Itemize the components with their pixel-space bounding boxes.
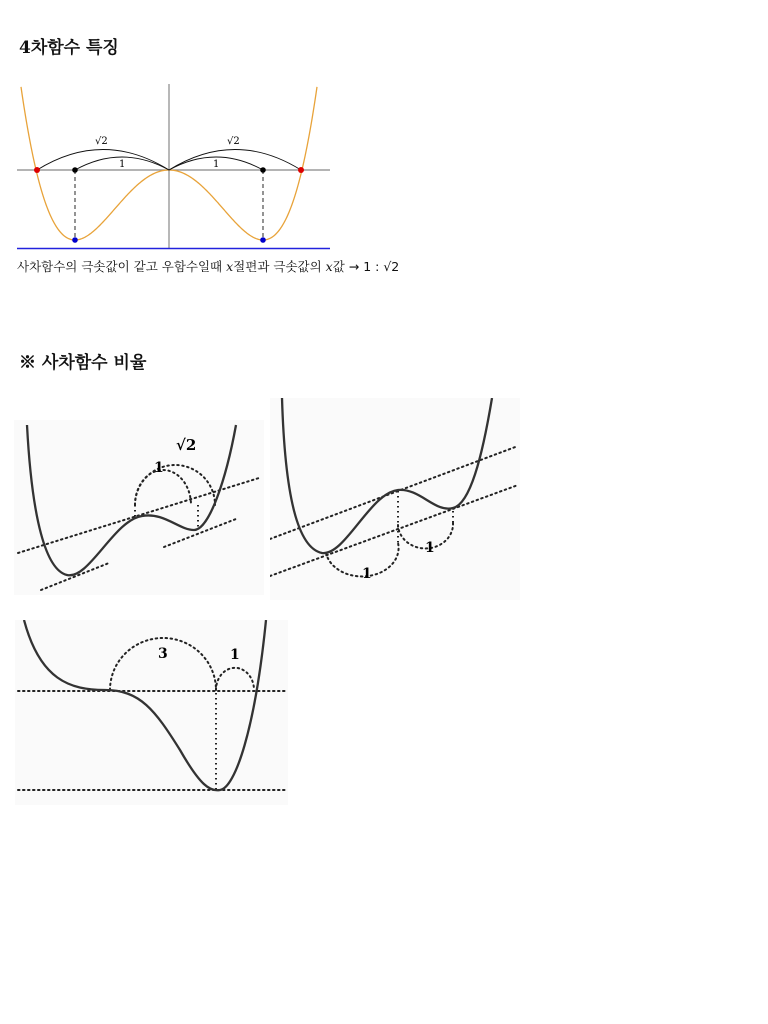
label-one-lower: 1	[362, 566, 372, 582]
x-intercept-point-right	[298, 167, 304, 173]
caption-var-x-1: x	[226, 259, 234, 274]
label-one-left: 1	[119, 159, 126, 170]
axis-point-right	[260, 167, 266, 173]
label-one: 1	[230, 647, 240, 663]
caption-part1: 사차함수의 극솟값이 같고 우함수일때	[17, 259, 227, 274]
arc-sqrt2-right	[169, 150, 301, 171]
caption-var-x-2: x	[325, 259, 333, 274]
section-title-quartic-features: 4차함수 특징	[19, 38, 119, 58]
arc-sqrt2-left	[37, 150, 169, 171]
local-min-point-left	[72, 237, 78, 243]
ratio-figure-three-to-one	[15, 620, 288, 805]
caption-part2: 절편과 극솟값의	[233, 259, 326, 274]
label-one: 1	[154, 460, 164, 476]
label-three: 3	[158, 646, 168, 662]
section-title-quartic-ratio: ※ 사차함수 비율	[19, 353, 147, 373]
ratio-figure-equal-halves	[270, 398, 520, 600]
label-one-right: 1	[213, 159, 220, 170]
label-sqrt2: √2	[176, 436, 197, 454]
label-sqrt2-left: √2	[95, 136, 108, 147]
even-quartic-figure	[17, 84, 330, 252]
figure-background	[14, 420, 264, 595]
figure-caption	[17, 257, 399, 275]
caption-part3: 값 → 1 : √2	[332, 259, 400, 274]
local-min-point-right	[260, 237, 266, 243]
ratio-figure-sqrt2	[14, 420, 264, 595]
label-one-right: 1	[425, 540, 435, 556]
axis-point-left	[72, 167, 78, 173]
figure-background	[15, 620, 288, 805]
x-intercept-point-left	[34, 167, 40, 173]
label-sqrt2-right: √2	[227, 136, 240, 147]
